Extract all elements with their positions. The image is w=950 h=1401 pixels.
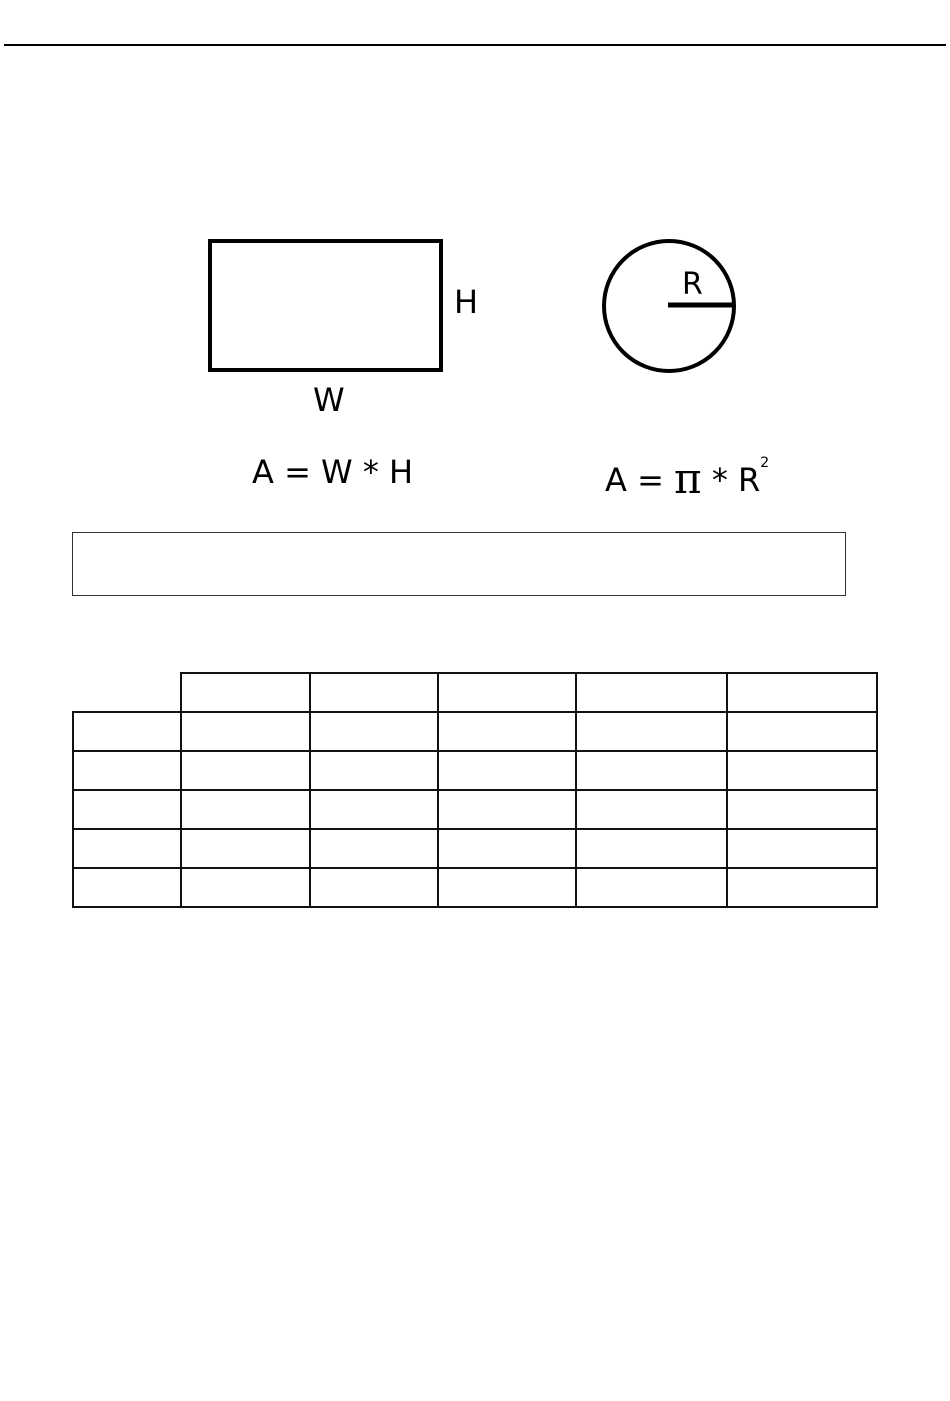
height-label: H xyxy=(454,283,479,321)
table-cell[interactable] xyxy=(181,751,310,790)
table-cell[interactable] xyxy=(310,868,438,907)
table-cell[interactable] xyxy=(727,829,877,868)
rectangle-shape xyxy=(210,241,441,370)
data-table xyxy=(72,672,878,908)
table-row xyxy=(73,751,877,790)
table-header-cell[interactable] xyxy=(181,673,310,712)
answer-box[interactable] xyxy=(72,532,846,596)
circle-area-formula xyxy=(605,454,770,503)
table-row-label-cell[interactable] xyxy=(73,790,181,829)
table-cell[interactable] xyxy=(438,790,576,829)
table-header-cell[interactable] xyxy=(438,673,576,712)
table-cell[interactable] xyxy=(576,829,727,868)
table-header-cell[interactable] xyxy=(310,673,438,712)
formula-exponent: 2 xyxy=(760,455,770,471)
table-row-label-cell[interactable] xyxy=(73,751,181,790)
table-cell[interactable] xyxy=(438,712,576,751)
pi-symbol: π xyxy=(674,454,702,503)
table-row-label-cell[interactable] xyxy=(73,829,181,868)
table-cell[interactable] xyxy=(310,829,438,868)
table-row xyxy=(73,868,877,907)
table-header-row xyxy=(73,673,877,712)
table-header-cell[interactable] xyxy=(727,673,877,712)
table-cell[interactable] xyxy=(310,712,438,751)
table-cell[interactable] xyxy=(576,712,727,751)
table-cell[interactable] xyxy=(438,868,576,907)
table-cell[interactable] xyxy=(181,790,310,829)
width-label: W xyxy=(313,381,345,419)
table-cell[interactable] xyxy=(310,790,438,829)
table-cell[interactable] xyxy=(181,712,310,751)
table-row-label-cell[interactable] xyxy=(73,712,181,751)
table-corner-cell xyxy=(73,673,181,712)
table-cell[interactable] xyxy=(576,868,727,907)
table-header-cell[interactable] xyxy=(576,673,727,712)
table-cell[interactable] xyxy=(576,751,727,790)
table-cell[interactable] xyxy=(727,751,877,790)
rectangle-area-formula: A = W * H xyxy=(252,453,414,491)
table-row xyxy=(73,790,877,829)
table-row-label-cell[interactable] xyxy=(73,868,181,907)
table-cell[interactable] xyxy=(310,751,438,790)
formula-mid: * R xyxy=(701,461,761,499)
table-cell[interactable] xyxy=(727,868,877,907)
table-row xyxy=(73,712,877,751)
table-row xyxy=(73,829,877,868)
table-cell[interactable] xyxy=(438,751,576,790)
table-cell[interactable] xyxy=(181,868,310,907)
table-cell[interactable] xyxy=(181,829,310,868)
table-cell[interactable] xyxy=(727,790,877,829)
shapes-diagram xyxy=(0,0,950,520)
table-cell[interactable] xyxy=(438,829,576,868)
radius-label: R xyxy=(682,267,703,302)
table-cell[interactable] xyxy=(576,790,727,829)
formula-prefix: A = xyxy=(605,461,675,499)
table-cell[interactable] xyxy=(727,712,877,751)
